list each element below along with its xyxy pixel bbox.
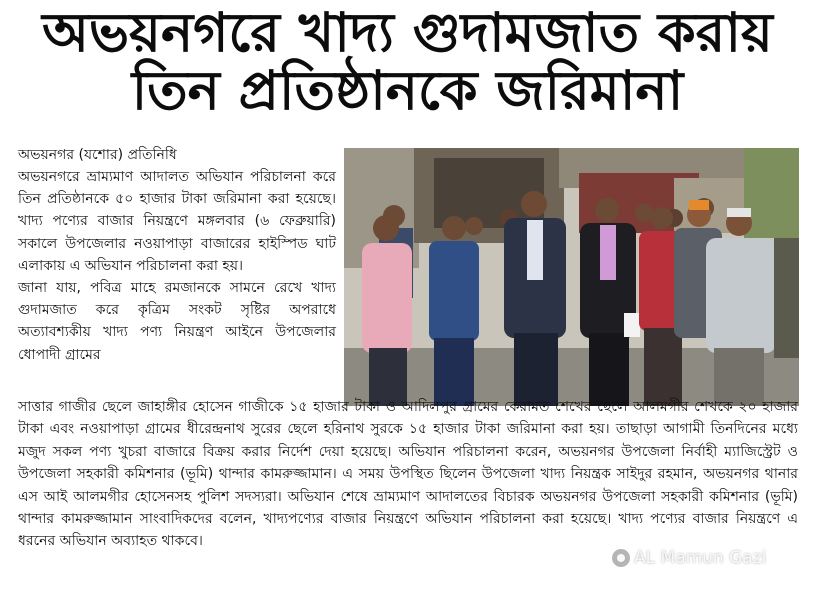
paragraph-1: অভয়নগরে ভ্রাম্যমাণ আদালত অভিযান পরিচালনা করে তিন প্রতিষ্ঠানকে ৫০ হাজার টাকা জরিমানা করা হয়েছে। খাদ্য পণ্যের বাজার নিয়ন্ত্রণে মঙ্গলবার (৬ ফেব্রুয়ারি) সকালে উপজেলার নওয়াপাড়া বাজারের হাইস্পিড ঘাট এলাকায় এ অভিযান পরিচালনা করা হয়। xyxy=(18,169,336,274)
watermark xyxy=(612,548,766,568)
paragraph-3: সাত্তার গাজীর ছেলে জাহাঙ্গীর হোসেন গাজীকে ১৫ হাজার টাকা ও আদিলপুর গ্রামের কেরামত শেখের ছেলে আলমগীর শেখকে ২০ হাজার টাকা এবং নওয়াপাড়া গ্রামের ধীরেন্দ্রনাথ সুরের ছেলে হরিনাথ সুরকে ১৫ হাজার টাকা জরিমানা করা হয়। তাছাড়া আগামী তিনদিনের মধ্যে মজুদ সকল পণ্য খুচরা বাজারে বিক্রয় করার নির্দেশ দেয়া হয়েছে। অভিযান পরিচালনা করেন, অভয়নগর উপজেলা নির্বাহী ম্যাজিস্ট্রেট ও উপজেলা সহকারী কমিশনার (ভূমি) থান্দার কামরুজ্জামান। এ সময় উপস্থিত ছিলেন উপজেলা খাদ্য নিয়ন্ত্রক সাইদুর রহমান, অভয়নগর থানার এস আই আলমগীর হোসেনসহ পুলিশ সদস্যরা। অভিযান শেষে ভ্রাম্যমাণ আদালতের বিচারক অভয়নগর উপজেলা সহকারী কমিশনার (ভূমি) থান্দার কামরুজ্জামান সাংবাদিকদের বলেন, খাদ্যপণ্যের বাজার নিয়ন্ত্রণে অভিযান পরিচালনা করা হয়েছে। খাদ্য পণ্যের বাজার নিয়ন্ত্রণে এ ধরনের অভিযান অব্যাহত থাকবে। xyxy=(18,399,798,550)
news-photo xyxy=(344,148,799,406)
article-body-wide xyxy=(18,396,798,553)
byline: অভয়নগর (যশোর) প্রতিনিধি xyxy=(18,147,177,163)
article-body-column xyxy=(18,166,336,366)
watermark-text: AL Mamun Gazi xyxy=(634,548,767,568)
headline-line-1: অভয়নগরে খাদ্য গুদামজাত করায় xyxy=(42,1,773,64)
headline xyxy=(0,1,815,123)
profile-icon xyxy=(612,549,630,567)
paragraph-2: জানা যায়, পবিত্র মাহে রমজানকে সামনে রেখে খাদ্য গুদামজাত করে কৃত্রিম সংকট সৃষ্টির অপরাধে অত্যাবশ্যকীয় খাদ্য পণ্য নিয়ন্ত্রণ আইনে উপজেলার ধোপাদী গ্রামের xyxy=(18,280,336,363)
headline-line-2: তিন প্রতিষ্ঠানকে জরিমানা xyxy=(131,59,684,123)
photo-illustration xyxy=(344,148,799,406)
